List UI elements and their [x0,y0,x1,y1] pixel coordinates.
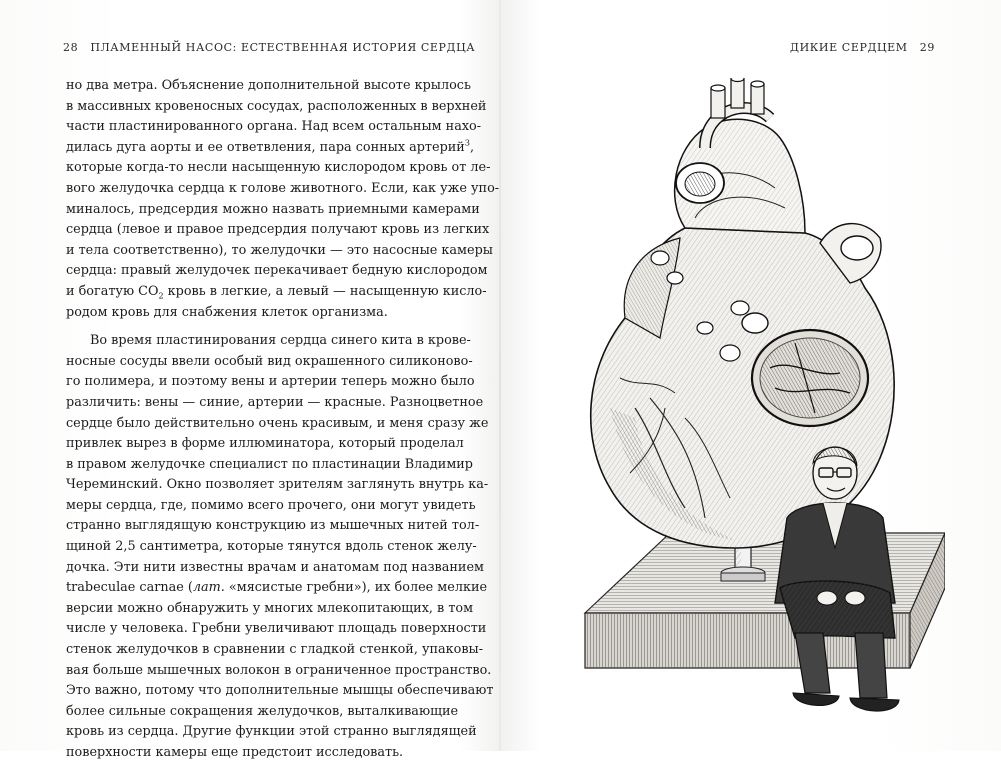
text-line: Это важно, потому что дополнительные мышцы обеспечивают [66,683,494,699]
text-line: го полимера, и поэтому вены и артерии теперь можно было [66,374,475,390]
left-page-number: 28 [63,41,79,54]
text-line: но два метра. Объяснение дополнительной высоте крылось [66,78,471,93]
right-running-title: ДИКИЕ СЕРДЦЕМ [790,41,908,54]
text-line: странно выглядящую конструкцию из мышечных нитей тол- [66,518,480,534]
text-line: версии можно обнаружить у многих млекопитающих, в том [66,600,474,616]
text-line: привлек вырез в форме иллюминатора, который проделал [66,436,464,452]
text-line: которые когда-то несли насыщенную кислородом кровь от ле- [66,160,491,176]
text-line: дилась дуга аорты и ее ответвления, пара сонных артерий$^3$, [66,138,475,155]
right-page-number: 29 [919,41,935,54]
text-line: меры сердца, где, помимо всего прочего, они могут увидеть [66,497,476,513]
paragraph-2 [66,331,494,763]
text-line: вая больше мышечных волокон в ограниченное пространство. [66,662,492,678]
paragraph-1 [66,76,500,323]
text-line: в правом желудочке специалист по пластинации Владимир [66,456,473,472]
text-line: в массивных кровеносных сосудах, расположенных в верхней [66,98,487,114]
right-running-head [790,41,935,54]
text-line [66,282,487,303]
text-line: дочка. Эти нити известны врачам и анатомам под названием [66,559,484,575]
text-line: стенок желудочков в сравнении с гладкой стенкой, упаковы- [66,642,484,658]
text-line: сердца (левое и правое предсердия получают кровь из легких [66,222,490,238]
text-line: различить: вены — синие, артерии — красные. Разноцветное [66,394,484,410]
left-running-head [63,41,475,54]
text-line: Череминский. Окно позволяет зрителям заглянуть внутрь ка- [66,477,489,493]
text-line: носные сосуды ввели особый вид окрашенного силиконово- [66,353,473,369]
text-line: числе у человека. Гребни увеличивают площадь поверхности [66,621,487,637]
left-running-title: ПЛАМЕННЫЙ НАСОС: ЕСТЕСТВЕННАЯ ИСТОРИЯ СЕРДЦА [90,41,476,54]
text-fragment: кровь в легкие, а левый — насыщенную кисло- [167,283,487,299]
text-line: кровь из сердца. Другие функции этой странно выглядящей [66,724,477,740]
text-line: щиной 2,5 сантиметра, которые тянутся вдоль стенок желу- [66,539,477,555]
footnote-mark: 3 [464,138,470,148]
heart-illustration [565,78,945,728]
text-line: вого желудочка сердца к голове животного. Если, как уже упо- [66,180,500,196]
text-fragment: дилась дуга аорты и ее ответвления, пара сонных артерий [66,139,465,155]
text-fragment: и богатую CO [66,283,159,299]
text-line: поверхности камеры еще предстоит исследовать. [66,745,404,760]
text-line: сердце было действительно очень красивым, и меня сразу же [66,415,489,431]
text-line [66,578,488,599]
body-text [66,76,500,764]
co2-subscript: 2 [158,291,164,301]
text-fragment: «мясистые гребни»), их более мелкие [224,580,488,596]
text-line: миналось, предсердия можно назвать приемными камерами [66,201,480,217]
text-line: Во время пластинирования сердца синего кита в крове- [90,333,471,349]
text-line: сердца: правый желудочек перекачивает бедную кислородом [66,263,488,279]
latin-abbrev: лат. [192,580,225,596]
text-line: более сильные сокращения желудочков, выталкивающие [66,703,459,719]
text-line: части пластинированного органа. Над всем остальным нахо- [66,119,482,135]
text-fragment: trabeculae carnae ( [66,580,193,596]
text-line: и тела соответственно), то желудочки — это насосные камеры [66,242,493,258]
page-gutter [499,0,501,751]
text-line: родом кровь для снабжения клеток организма. [66,304,388,320]
